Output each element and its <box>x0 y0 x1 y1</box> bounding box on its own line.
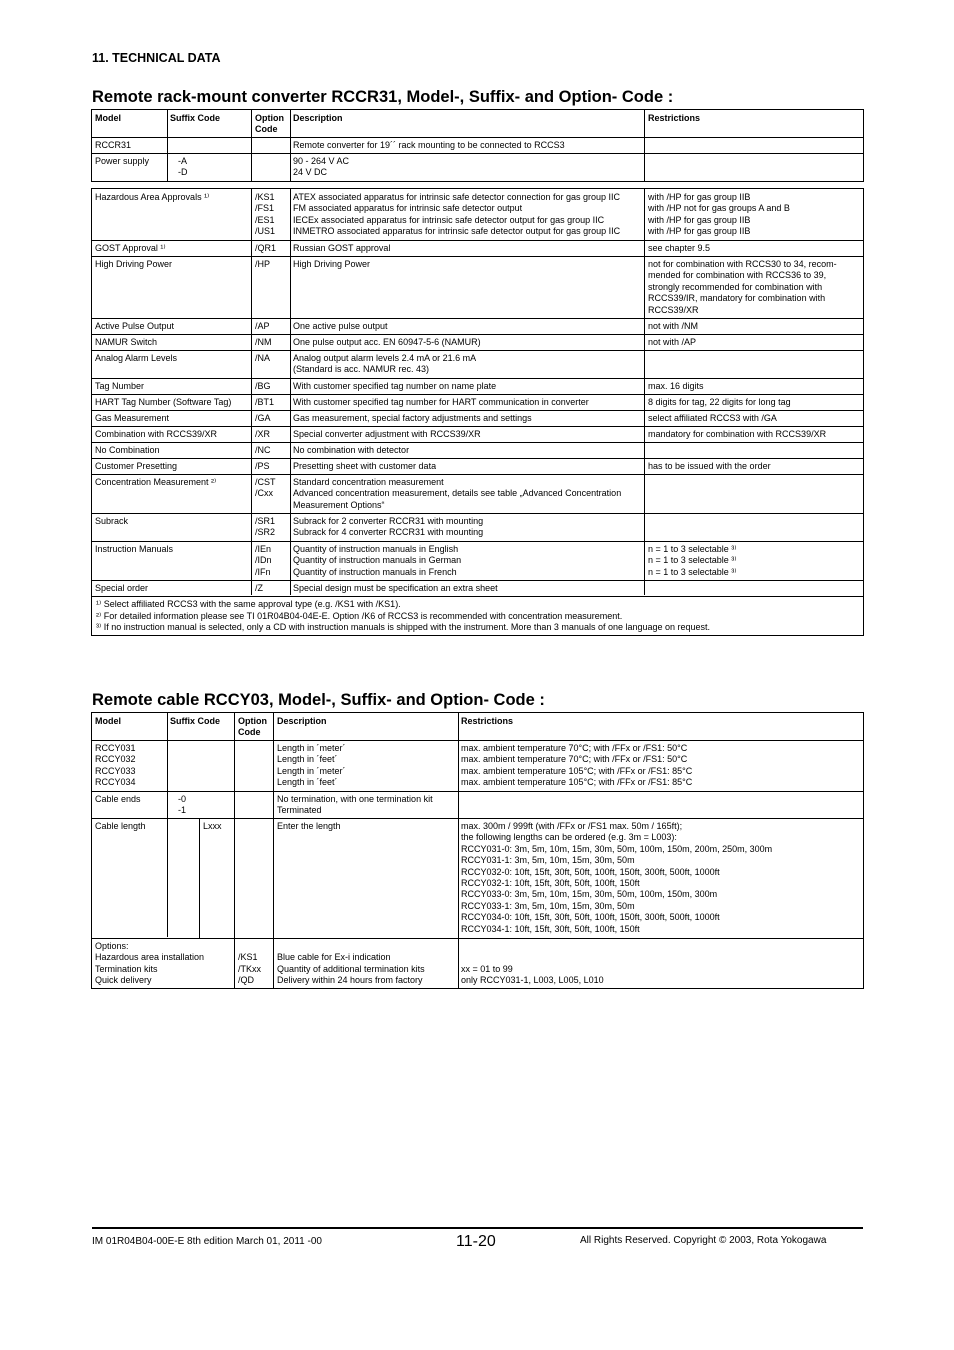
option-restrictions-cell: see chapter 9.5 <box>648 243 711 253</box>
row-divider <box>92 541 863 542</box>
cable-restrictions-cell: max. ambient temperature 70°C; with /FFx or /FS1: 50°C max. ambient temperature 70°C; with /FFx or /FS1: 50°C max. ambient temperature 105°C; with /FFx or /FS1: 85°C max. ambient temperature 105°C; with /FFx or /FS1: 85°C <box>461 743 693 788</box>
option-name-cell: Special order <box>95 583 149 593</box>
base-row-suffix: -A -D <box>178 156 188 178</box>
cable-option-code-cell: /KS1 /TKxx /QD <box>238 952 262 986</box>
header-suffix: Suffix Code <box>170 716 221 726</box>
row-divider <box>92 240 863 241</box>
option-code-cell: /KS1 /FS1 /ES1 /US1 <box>255 192 276 237</box>
option-restrictions-cell: max. 16 digits <box>648 381 704 391</box>
option-description-cell: Quantity of instruction manuals in English Quantity of instruction manuals in German Quantity of instruction manuals in French <box>293 544 462 577</box>
option-code-cell: /HP <box>255 259 271 269</box>
option-restrictions-cell: 8 digits for tag, 22 digits for long tag <box>648 397 791 407</box>
header-description: Description <box>277 716 327 726</box>
cable-description-cell: Length in ´meter´ Length in ´feet´ Length in ´meter´ Length in ´feet´ <box>277 743 346 788</box>
rccy03-table <box>91 712 864 989</box>
header-option: Option Code <box>238 716 267 738</box>
header-model: Model <box>95 113 121 123</box>
option-code-cell: /AP <box>255 321 270 331</box>
cable-model-cell: Cable length <box>95 821 146 831</box>
option-name-cell: Tag Number <box>95 381 145 391</box>
option-restrictions-cell: mandatory for combination with RCCS39/XR <box>648 429 827 439</box>
base-row-description: 90 - 264 V AC 24 V DC <box>293 156 350 178</box>
option-description-cell: One pulse output acc. EN 60947-5-6 (NAMUR) <box>293 337 481 347</box>
row-divider <box>92 256 863 257</box>
footer-doc-id: IM 01R04B04-00E-E 8th edition March 01, 2011 -00 <box>92 1236 322 1247</box>
option-restrictions-cell: with /HP for gas group IIB with /HP not for gas groups A and B with /HP for gas group IIB with /HP for gas group IIB <box>648 192 790 237</box>
option-description-cell: Special design must be specification an extra sheet <box>293 583 498 593</box>
section-header: 11. TECHNICAL DATA <box>92 51 221 65</box>
footer-rule <box>92 1227 863 1229</box>
option-code-cell: /CST /Cxx <box>255 477 276 499</box>
option-name-cell: HART Tag Number (Software Tag) <box>95 397 232 407</box>
base-row-model: RCCR31 <box>95 140 132 150</box>
option-code-cell: /NA <box>255 353 271 363</box>
option-description-cell: Russian GOST approval <box>293 243 391 253</box>
option-description-cell: With customer specified tag number on name plate <box>293 381 497 391</box>
option-name-cell: Gas Measurement <box>95 413 170 423</box>
option-restrictions-cell: not with /AP <box>648 337 697 347</box>
row-divider <box>92 334 863 335</box>
option-description-cell: With customer specified tag number for HART communication in converter <box>293 397 589 407</box>
option-description-cell: High Driving Power <box>293 259 371 269</box>
option-description-cell: Standard concentration measurement Advanced concentration measurement, details see table „Advanced Concentration Measurement Options“ <box>293 477 622 510</box>
option-name-cell: High Driving Power <box>95 259 173 269</box>
row-divider <box>92 318 863 319</box>
option-code-cell: /XR <box>255 429 271 439</box>
cable-description-cell: Enter the length <box>277 821 341 831</box>
header-description: Description <box>293 113 343 123</box>
option-description-cell: ATEX associated apparatus for intrinsic safe detector connection for gas group IIC FM associated apparatus for intrinsic safe detector output IECEx associated apparatus for intrinsic safe detector output for gas group IIC INMETRO associated apparatus for intrinsic safe detector output for gas group IIC <box>293 192 621 237</box>
base-row-model: Power supply <box>95 156 150 166</box>
option-name-cell: Combination with RCCS39/XR <box>95 429 218 439</box>
cable-suffix-cell: -0 -1 <box>178 794 187 816</box>
footer-page-number: 11-20 <box>456 1233 496 1250</box>
option-restrictions-cell: n = 1 to 3 selectable ³⁾ n = 1 to 3 selectable ³⁾ n = 1 to 3 selectable ³⁾ <box>648 544 737 577</box>
option-code-cell: /NM <box>255 337 272 347</box>
option-code-cell: /BG <box>255 381 271 391</box>
footnote: ³⁾ If no instruction manual is selected, only a CD with instruction manuals is shipped with the instrument. More than 3 manuals of one language on request. <box>96 622 711 633</box>
rccr31-base-table <box>91 109 864 182</box>
option-description-cell: Special converter adjustment with RCCS39/XR <box>293 429 481 439</box>
option-code-cell: /BT1 <box>255 397 275 407</box>
option-restrictions-cell: not with /NM <box>648 321 699 331</box>
option-code-cell: /QR1 <box>255 243 277 253</box>
cable-restrictions-cell: xx = 01 to 99 only RCCY031-1, L003, L005, L010 <box>461 963 604 986</box>
row-divider <box>92 474 863 475</box>
option-description-cell: Gas measurement, special factory adjustments and settings <box>293 413 532 423</box>
rccr31-heading: Remote rack-mount converter RCCR31, Model-, Suffix- and Option- Code : <box>92 88 674 106</box>
option-restrictions-cell: select affiliated RCCS3 with /GA <box>648 413 777 423</box>
cable-model-cell: Cable ends <box>95 794 141 804</box>
header-option: Option Code <box>255 113 284 135</box>
header-restrictions: Restrictions <box>648 113 701 123</box>
cable-model-cell: RCCY031 RCCY032 RCCY033 RCCY034 <box>95 743 136 788</box>
header-model: Model <box>95 716 121 726</box>
option-name-cell: Active Pulse Output <box>95 321 175 331</box>
row-divider <box>92 458 863 459</box>
rccr31-options-table <box>91 188 864 636</box>
option-code-cell: /IEn /IDn /IFn <box>255 544 272 577</box>
option-restrictions-cell: not for combination with RCCS30 to 34, recom- mended for combination with RCCS36 to 39, strongly recommended for combination with RCCS39/IR, mandatory for combination with RCCS39/XR <box>648 259 837 315</box>
header-suffix: Suffix Code <box>170 113 221 123</box>
cable-description-cell: No termination, with one termination kit Terminated <box>277 794 433 816</box>
option-name-cell: GOST Approval ¹⁾ <box>95 243 166 253</box>
base-row-description: Remote converter for 19´´ rack mounting to be connected to RCCS3 <box>293 140 565 150</box>
option-description-cell: No combination with detector <box>293 445 410 455</box>
footnote: ¹⁾ Select affiliated RCCS3 with the same approval type (e.g. /KS1 with /KS1). <box>96 599 401 609</box>
option-name-cell: Concentration Measurement ²⁾ <box>95 477 217 487</box>
row-divider <box>92 378 863 379</box>
cable-options-cell: Options: Hazardous area installation Termination kits Quick delivery <box>95 941 205 986</box>
row-divider <box>92 596 863 597</box>
row-divider <box>92 513 863 514</box>
cable-restrictions-cell: max. 300m / 999ft (with /FFx or /FS1 max. 50m / 165ft); the following lengths can be ordered (e.g. 3m = L003): RCCY031-0: 3m, 5m, 10m, 15m, 30m, 50m, 100m, 150m, 200m, 250m, 300m RCCY031-1: 3m, 5m, 10m, 15m, 30m, 50m RCCY032-0: 10ft, 15ft, 30ft, 50ft, 100ft, 150ft, 300ft, 500ft, 1000ft RCCY032-1: 10ft, 15ft, 30ft, 50ft, 100ft, 150ft RCCY033-0: 3m, 5m, 10m, 15m, 30m, 50m, 100m, 150m, 300m RCCY033-1: 3m, 5m, 10m, 15m, 30m, 50m RCCY034-0: 10ft, 15ft, 30ft, 50ft, 100ft, 150ft, 300ft, 500ft, 1000ft RCCY034-1: 10ft, 15ft, 30ft, 50ft, 100ft, 150ft <box>461 821 773 934</box>
option-description-cell: One active pulse output <box>293 321 388 331</box>
cable-suffix-cell: Lxxx <box>203 821 222 831</box>
row-divider <box>92 350 863 351</box>
option-name-cell: No Combination <box>95 445 160 455</box>
option-name-cell: Analog Alarm Levels <box>95 353 178 363</box>
cable-description-cell: Blue cable for Ex-i indication Quantity of additional termination kits Delivery within 24 hours from factory <box>277 952 425 986</box>
option-description-cell: Subrack for 2 converter RCCR31 with mounting Subrack for 4 converter RCCR31 with mounting <box>293 516 484 538</box>
row-divider <box>92 394 863 395</box>
option-description-cell: Analog output alarm levels 2.4 mA or 21.6 mA (Standard is acc. NAMUR rec. 43) <box>293 353 477 375</box>
row-divider <box>92 426 863 427</box>
option-name-cell: NAMUR Switch <box>95 337 158 347</box>
footnote: ²⁾ For detailed information please see TI 01R04B04-04E-E. Option /K6 of RCCS3 is recommended with concentration measurement. <box>96 610 623 621</box>
option-restrictions-cell: has to be issued with the order <box>648 461 771 471</box>
option-code-cell: /Z <box>255 583 263 593</box>
row-divider <box>92 442 863 443</box>
option-code-cell: /GA <box>255 413 271 423</box>
rccy03-heading: Remote cable RCCY03, Model-, Suffix- and Option- Code : <box>92 691 545 709</box>
row-divider <box>92 580 863 581</box>
header-restrictions: Restrictions <box>461 716 514 726</box>
option-code-cell: /SR1 /SR2 <box>255 516 276 538</box>
row-divider <box>92 410 863 411</box>
option-description-cell: Presetting sheet with customer data <box>293 461 437 471</box>
option-name-cell: Subrack <box>95 516 129 526</box>
option-code-cell: /NC <box>255 445 271 455</box>
option-name-cell: Customer Presetting <box>95 461 178 471</box>
footer-copyright: All Rights Reserved. Copyright © 2003, Rota Yokogawa <box>580 1235 827 1246</box>
option-name-cell: Hazardous Area Approvals ¹⁾ <box>95 192 210 202</box>
option-code-cell: /PS <box>255 461 270 471</box>
option-name-cell: Instruction Manuals <box>95 544 174 554</box>
